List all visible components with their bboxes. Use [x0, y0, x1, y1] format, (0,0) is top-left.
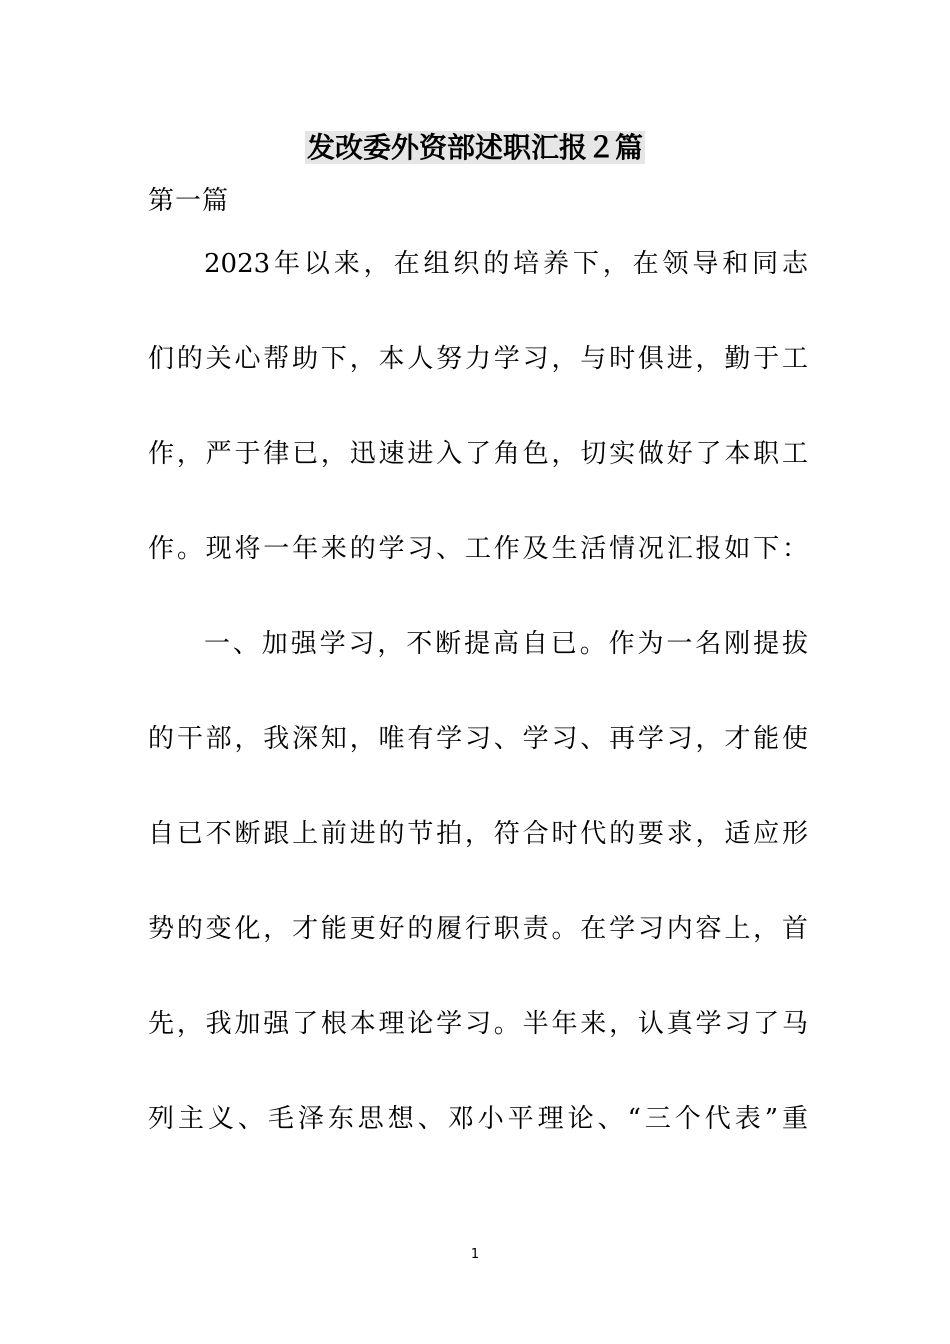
paragraph-line: 列主义、毛泽东思想、邓小平理论、“三个代表”重	[148, 1104, 808, 1134]
paragraph-line: 先，我加强了根本理论学习。半年来，认真学习了马	[148, 1009, 808, 1039]
paragraph-line: 2023年以来，在组织的培养下，在领导和同志	[204, 249, 808, 279]
paragraph-line: 作，严于律已，迅速进入了角色，切实做好了本职工	[148, 439, 808, 469]
paragraph-line: 势的变化，才能更好的履行职责。在学习内容上，首	[148, 914, 808, 944]
document-title	[0, 128, 950, 168]
paragraph-line: 们的关心帮助下，本人努力学习，与时俱进，勤于工	[148, 344, 808, 374]
page-number: 1	[470, 1247, 480, 1262]
section-label: 第一篇	[148, 186, 230, 216]
document-title-text: 发改委外资部述职汇报２篇	[306, 131, 643, 164]
paragraph-line: 作。现将一年来的学习、工作及生活情况汇报如下：	[148, 534, 808, 564]
paragraph-line: 自已不断跟上前进的节拍，符合时代的要求，适应形	[148, 819, 808, 849]
paragraph-line: 一、加强学习，不断提高自已。作为一名刚提拔	[204, 629, 808, 659]
paragraph-line: 的干部，我深知，唯有学习、学习、再学习，才能使	[148, 724, 808, 754]
